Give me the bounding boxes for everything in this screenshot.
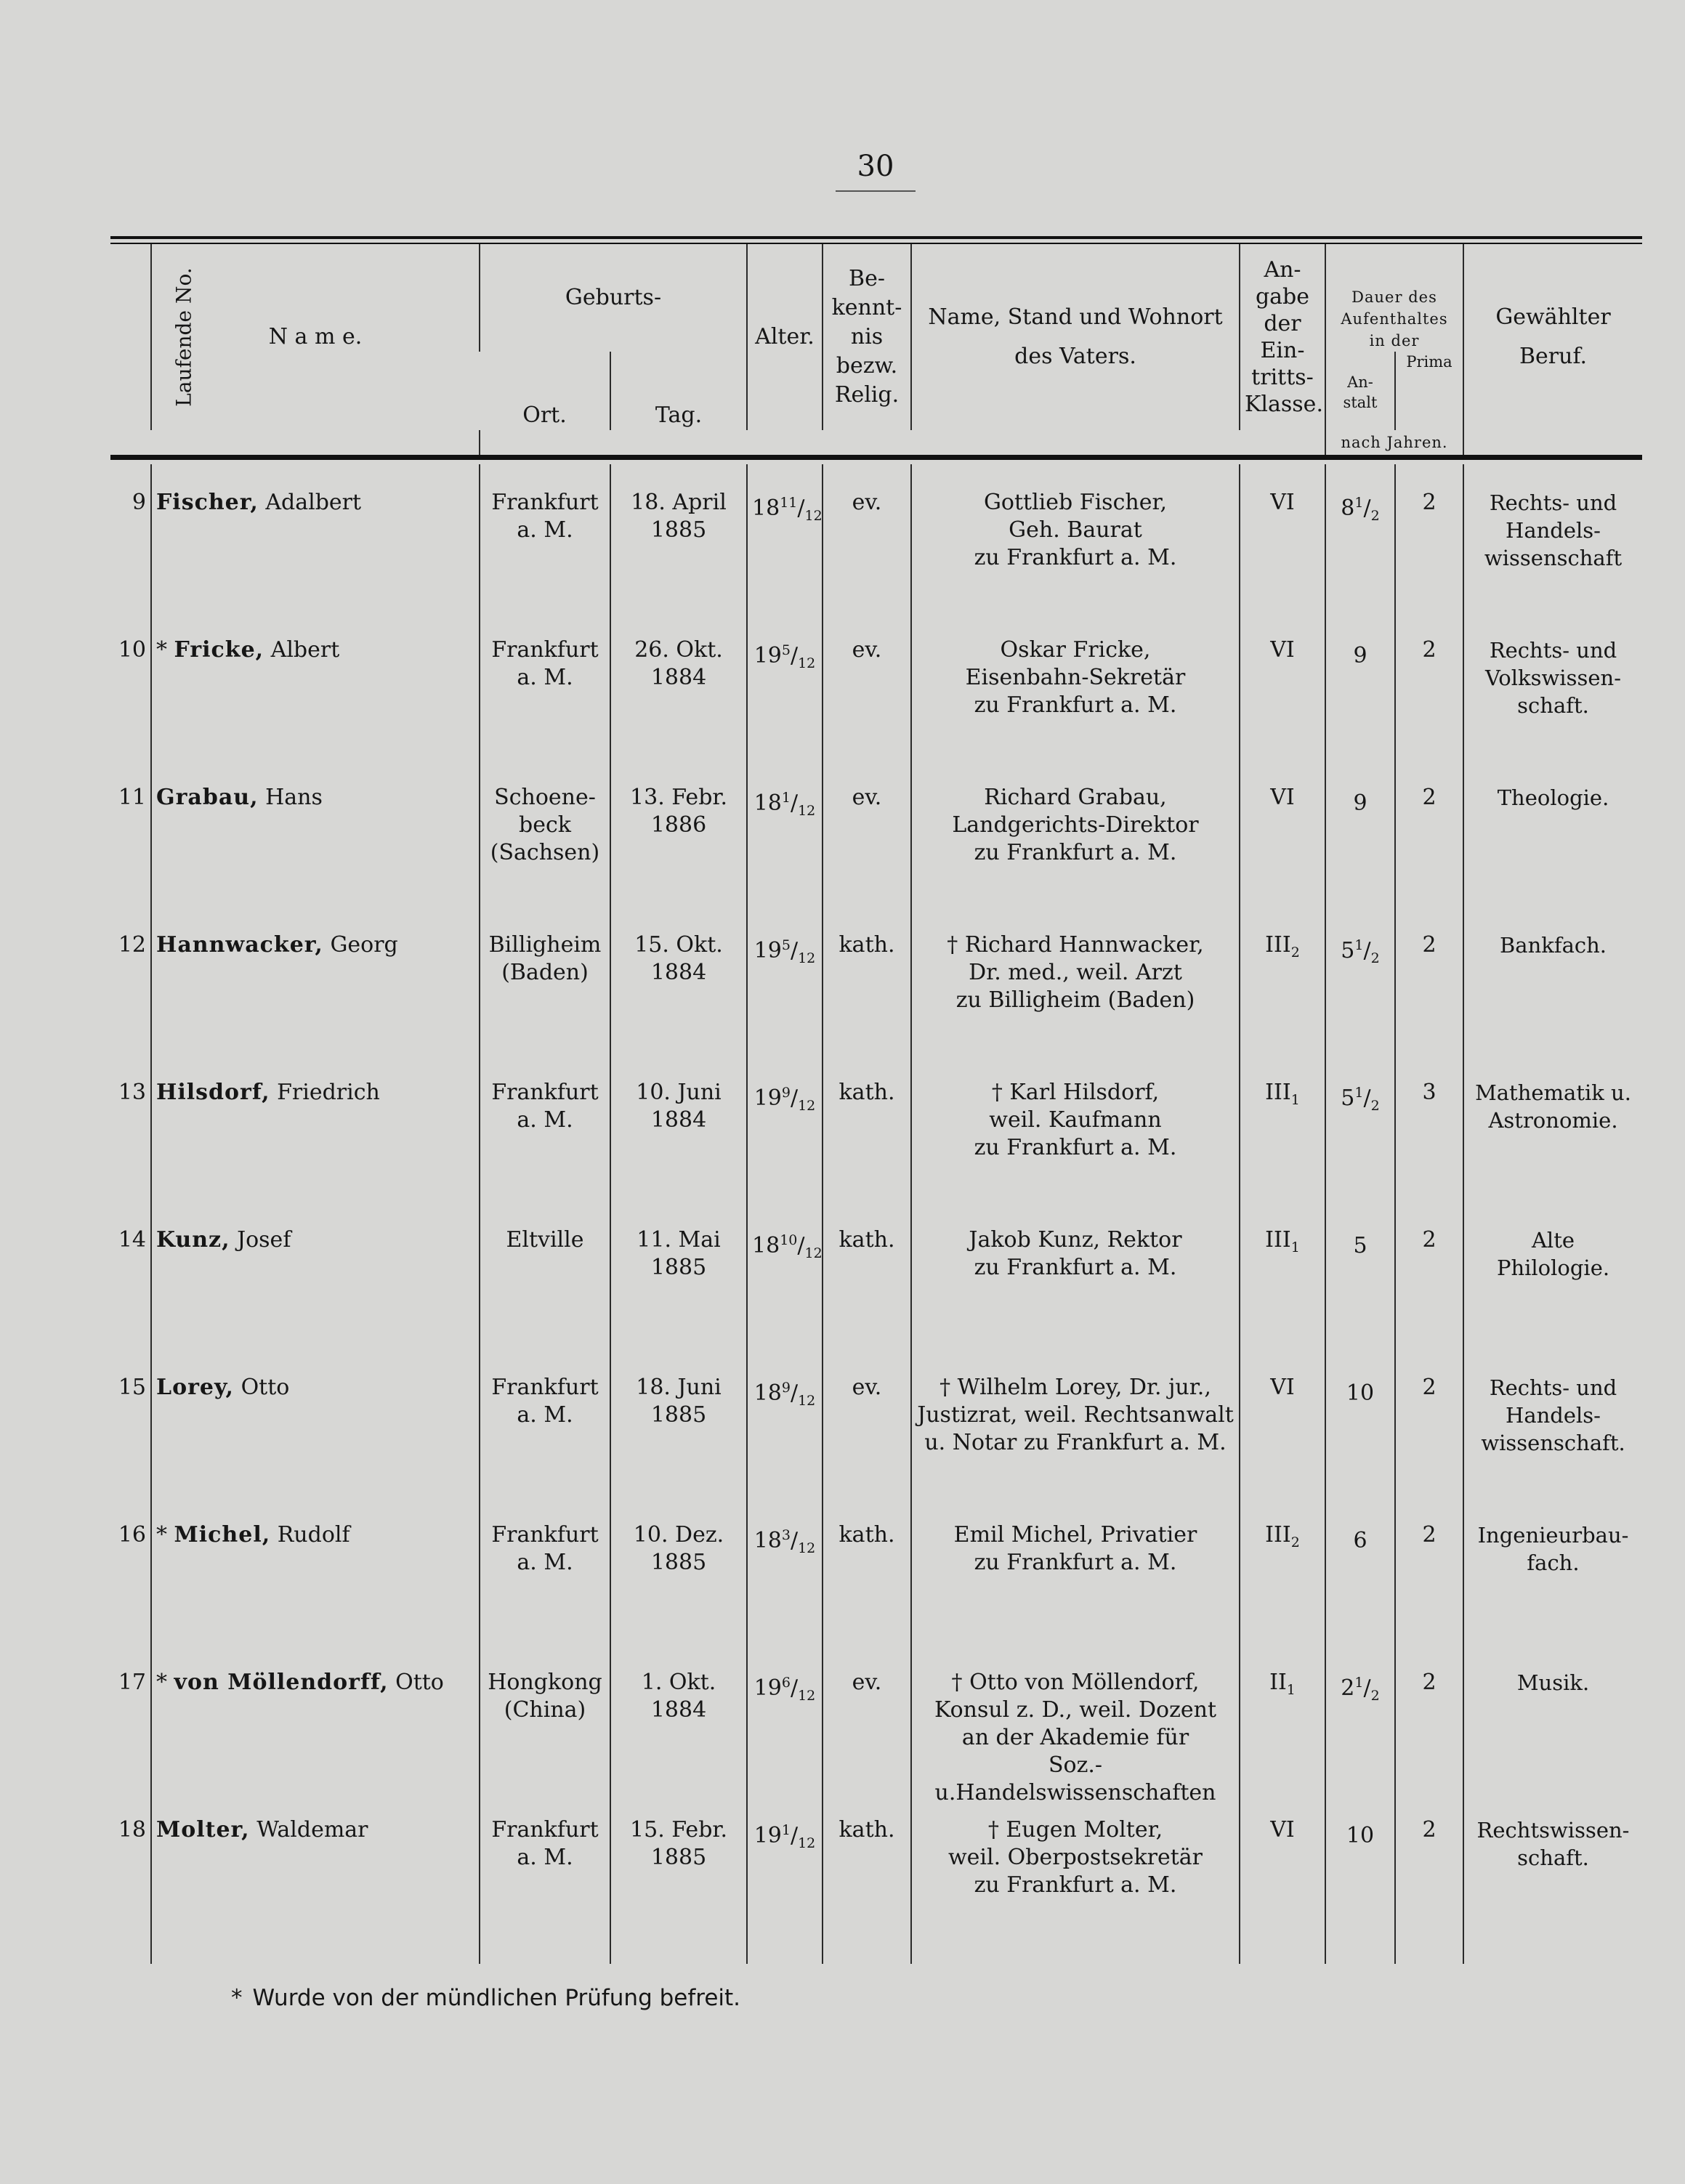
table-row — [110, 931, 1642, 1079]
age: $18^3/_{12}$ — [747, 1521, 823, 1669]
birth-place: Frankfurt a. M. — [480, 1816, 610, 1964]
age-numerator: 9 — [781, 1380, 791, 1396]
chosen-profession: Alte Philologie. — [1463, 1226, 1642, 1374]
student-name — [151, 636, 480, 784]
birth-date: 26. Okt. 1884 — [610, 636, 747, 784]
years-at-school-numerator: 1 — [1354, 495, 1364, 511]
birth-place: Frankfurt a. M. — [480, 464, 610, 636]
student-given-name: Albert — [270, 637, 340, 663]
student-surname: Hilsdorf, — [156, 1080, 270, 1105]
exemption-marker: * — [156, 1670, 167, 1695]
years-in-prima: 2 — [1395, 464, 1463, 636]
age-numerator: 5 — [781, 642, 791, 658]
birth-place: Eltville — [480, 1226, 610, 1374]
age-denominator: 12 — [804, 1245, 823, 1261]
student-surname: Kunz, — [156, 1227, 230, 1253]
birth-place: Frankfurt a. M. — [480, 636, 610, 784]
chosen-profession: Rechts- und Volkswissen- schaft. — [1463, 636, 1642, 784]
header-bekenntnis: Be- kennt- nis bezw. Relig. — [823, 244, 911, 430]
exemption-marker: * — [156, 637, 167, 663]
header-dauer: Dauer des Aufenthaltes in der — [1325, 244, 1463, 352]
chosen-profession: Rechts- und Handels- wissenschaft — [1463, 464, 1642, 636]
student-given-name: Friedrich — [277, 1080, 380, 1105]
student-surname: Grabau, — [156, 785, 259, 810]
years-at-school: $5^1/_2$ — [1325, 931, 1395, 1079]
years-in-prima: 2 — [1395, 1374, 1463, 1521]
years-at-school-whole: 5 — [1341, 1085, 1355, 1111]
age-numerator: 10 — [780, 1232, 798, 1248]
years-at-school-numerator: 1 — [1354, 1675, 1364, 1691]
religion: ev. — [823, 1669, 911, 1816]
table-row — [110, 1374, 1642, 1521]
father-info: Gottlieb Fischer, Geh. Baurat zu Frankfurt a. M. — [911, 464, 1240, 636]
religion: kath. — [823, 1079, 911, 1226]
birth-date: 10. Juni 1884 — [610, 1079, 747, 1226]
header-nach-jahren: nach Jahren. — [1325, 430, 1463, 457]
years-at-school-denominator: 2 — [1370, 508, 1380, 524]
header-vater: Name, Stand und Wohnort des Vaters. — [911, 244, 1240, 430]
header-laufende-no-label: Laufende No. — [171, 267, 196, 407]
age-numerator: 1 — [781, 790, 791, 806]
page-number-rule — [836, 190, 916, 192]
age-numerator: 11 — [780, 495, 798, 511]
entry-class-main: VI — [1270, 785, 1295, 810]
header-angabe: An- gabe der Ein- tritts- Klasse. — [1240, 244, 1325, 430]
years-in-prima: 3 — [1395, 1079, 1463, 1226]
student-given-name: Otto — [241, 1375, 290, 1400]
footnote — [231, 1985, 740, 2011]
years-at-school: $8^1/_2$ — [1325, 464, 1395, 636]
years-in-prima: 2 — [1395, 1816, 1463, 1964]
father-info: † Richard Hannwacker, Dr. med., weil. Arzt zu Billigheim (Baden) — [911, 931, 1240, 1079]
chosen-profession: Mathematik u. Astronomie. — [1463, 1079, 1642, 1226]
age-whole: 19 — [753, 1675, 782, 1701]
chosen-profession: Ingenieurbau- fach. — [1463, 1521, 1642, 1669]
chosen-profession: Bankfach. — [1463, 931, 1642, 1079]
entry-class — [1240, 636, 1325, 784]
years-at-school-whole: 9 — [1353, 790, 1367, 816]
years-at-school-denominator: 2 — [1370, 950, 1380, 966]
age-denominator: 12 — [804, 508, 823, 524]
entry-class-main: VI — [1270, 637, 1295, 663]
years-at-school-whole: 10 — [1346, 1380, 1375, 1406]
father-info: † Eugen Molter, weil. Oberpostsekretär zu Frankfurt a. M. — [911, 1816, 1240, 1964]
student-name — [151, 1816, 480, 1964]
student-name — [151, 464, 480, 636]
table-row — [110, 784, 1642, 931]
years-in-prima: 2 — [1395, 784, 1463, 931]
age-denominator: 12 — [798, 950, 816, 966]
student-given-name: Rudolf — [277, 1522, 350, 1548]
years-at-school-whole: 5 — [1353, 1233, 1367, 1258]
entry-class-main: II — [1269, 1670, 1287, 1695]
age: $18^{10}/_{12}$ — [747, 1226, 823, 1374]
age: $19^5/_{12}$ — [747, 636, 823, 784]
chosen-profession: Musik. — [1463, 1669, 1642, 1816]
birth-date: 18. April 1885 — [610, 464, 747, 636]
birth-place: Billigheim (Baden) — [480, 931, 610, 1079]
student-given-name: Adalbert — [265, 490, 362, 515]
entry-class-main: VI — [1270, 1817, 1295, 1843]
years-at-school — [1325, 784, 1395, 931]
footnote-text: Wurde von der mündlichen Prüfung befreit. — [252, 1985, 741, 2011]
entry-class — [1240, 784, 1325, 931]
entry-class — [1240, 931, 1325, 1079]
student-roster-table-wrap — [110, 236, 1642, 1964]
exemption-marker: * — [156, 1522, 167, 1548]
years-at-school — [1325, 1374, 1395, 1521]
age: $19^5/_{12}$ — [747, 931, 823, 1079]
entry-class — [1240, 1521, 1325, 1669]
age-whole: 19 — [753, 1085, 782, 1111]
header-beruf: Gewählter Beruf. — [1463, 244, 1642, 430]
years-in-prima: 2 — [1395, 636, 1463, 784]
age-denominator: 12 — [798, 1688, 816, 1704]
header-ort: Ort. — [522, 403, 567, 428]
years-at-school-whole: 8 — [1341, 496, 1355, 521]
age-numerator: 3 — [781, 1527, 791, 1543]
entry-class-main: III — [1265, 932, 1291, 958]
father-info: † Wilhelm Lorey, Dr. jur., Justizrat, weil. Rechtsanwalt u. Notar zu Frankfurt a. M. — [911, 1374, 1240, 1521]
birth-date: 15. Okt. 1884 — [610, 931, 747, 1079]
table-row — [110, 1226, 1642, 1374]
age-denominator: 12 — [798, 1540, 816, 1556]
years-at-school-whole: 2 — [1341, 1675, 1355, 1701]
student-surname: von Möllendorff, — [174, 1670, 389, 1695]
years-at-school-denominator: 2 — [1370, 1688, 1380, 1704]
father-info: † Otto von Möllendorf, Konsul z. D., weil. Dozent an der Akademie für Soz.- u.Handelswissenschaften — [911, 1669, 1240, 1816]
birth-date: 18. Juni 1885 — [610, 1374, 747, 1521]
birth-place: Hongkong (China) — [480, 1669, 610, 1816]
footnote-marker: * — [231, 1985, 243, 2011]
student-name — [151, 784, 480, 931]
age-numerator: 1 — [781, 1822, 791, 1838]
years-at-school — [1325, 1816, 1395, 1964]
entry-class-main: VI — [1270, 1375, 1295, 1400]
years-at-school-whole: 10 — [1346, 1823, 1375, 1848]
row-number: 10 — [118, 637, 146, 663]
student-surname: Hannwacker, — [156, 932, 323, 958]
row-number: 11 — [118, 785, 146, 810]
age-whole: 19 — [753, 643, 782, 668]
father-info: Jakob Kunz, Rektor zu Frankfurt a. M. — [911, 1226, 1240, 1374]
entry-class — [1240, 1374, 1325, 1521]
student-name — [151, 931, 480, 1079]
age-whole: 18 — [753, 790, 782, 816]
years-in-prima: 2 — [1395, 1669, 1463, 1816]
header-alter: Alter. — [747, 244, 823, 430]
religion: ev. — [823, 784, 911, 931]
years-at-school: $5^1/_2$ — [1325, 1079, 1395, 1226]
entry-class-main: VI — [1270, 490, 1295, 515]
years-at-school-whole: 6 — [1353, 1528, 1367, 1553]
age-denominator: 12 — [798, 655, 816, 671]
chosen-profession: Theologie. — [1463, 784, 1642, 931]
entry-class-main: III — [1265, 1522, 1291, 1548]
age-numerator: 6 — [781, 1675, 791, 1691]
age-whole: 18 — [753, 1380, 782, 1406]
years-in-prima: 2 — [1395, 1226, 1463, 1374]
row-number: 9 — [132, 490, 146, 515]
row-number: 12 — [118, 932, 146, 958]
age-denominator: 12 — [798, 803, 816, 819]
entry-class-main: III — [1265, 1227, 1291, 1253]
years-in-prima: 2 — [1395, 931, 1463, 1079]
age: $19^6/_{12}$ — [747, 1669, 823, 1816]
religion: kath. — [823, 1816, 911, 1964]
table-row — [110, 1669, 1642, 1816]
student-surname: Fischer, — [156, 490, 259, 515]
student-name — [151, 1226, 480, 1374]
years-at-school-denominator: 2 — [1370, 1098, 1380, 1114]
age-denominator: 12 — [798, 1098, 816, 1114]
header-geburts: Geburts- — [480, 244, 747, 352]
row-number: 13 — [118, 1080, 146, 1105]
years-at-school-numerator: 1 — [1354, 937, 1364, 953]
header-laufende-no — [110, 244, 196, 430]
age-numerator: 9 — [781, 1085, 791, 1101]
father-info: Emil Michel, Privatier zu Frankfurt a. M. — [911, 1521, 1240, 1669]
father-info: Richard Grabau, Landgerichts-Direktor zu Frankfurt a. M. — [911, 784, 1240, 931]
table-top-rule — [110, 236, 1642, 239]
religion: ev. — [823, 464, 911, 636]
student-surname: Molter, — [156, 1817, 250, 1843]
age-whole: 18 — [752, 496, 780, 521]
father-info: † Karl Hilsdorf, weil. Kaufmann zu Frankfurt a. M. — [911, 1079, 1240, 1226]
student-surname: Michel, — [174, 1522, 271, 1548]
student-given-name: Hans — [265, 785, 323, 810]
entry-class — [1240, 464, 1325, 636]
student-given-name: Waldemar — [256, 1817, 368, 1843]
years-at-school — [1325, 1521, 1395, 1669]
student-name — [151, 1374, 480, 1521]
birth-date: 10. Dez. 1885 — [610, 1521, 747, 1669]
age: $19^1/_{12}$ — [747, 1816, 823, 1964]
birth-place: Schoene- beck (Sachsen) — [480, 784, 610, 931]
entry-class-sub: 2 — [1290, 945, 1300, 960]
age-whole: 18 — [752, 1233, 780, 1258]
age: $18^9/_{12}$ — [747, 1374, 823, 1521]
birth-place: Frankfurt a. M. — [480, 1079, 610, 1226]
student-given-name: Otto — [395, 1670, 444, 1695]
table-row — [110, 1079, 1642, 1226]
chosen-profession: Rechts- und Handels- wissenschaft. — [1463, 1374, 1642, 1521]
row-number: 16 — [118, 1522, 146, 1548]
chosen-profession: Rechtswissen- schaft. — [1463, 1816, 1642, 1964]
father-info: Oskar Fricke, Eisenbahn-Sekretär zu Frankfurt a. M. — [911, 636, 1240, 784]
years-in-prima: 2 — [1395, 1521, 1463, 1669]
row-number: 14 — [118, 1227, 146, 1253]
roster-body — [110, 457, 1642, 1965]
entry-class-sub: 1 — [1290, 1239, 1300, 1255]
student-name — [151, 1079, 480, 1226]
table-row — [110, 1816, 1642, 1964]
table-row — [110, 636, 1642, 784]
religion: kath. — [823, 1226, 911, 1374]
years-at-school-numerator: 1 — [1354, 1085, 1364, 1101]
header-name: N a m e. — [151, 244, 480, 430]
entry-class-main: III — [1265, 1080, 1291, 1105]
student-given-name: Josef — [237, 1227, 291, 1253]
birth-date: 1. Okt. 1884 — [610, 1669, 747, 1816]
student-surname: Fricke, — [174, 637, 264, 663]
table-row — [110, 464, 1642, 636]
student-surname: Lorey, — [156, 1375, 235, 1400]
header-tag: Tag. — [610, 352, 747, 430]
page-number: 30 — [857, 150, 894, 183]
years-at-school — [1325, 636, 1395, 784]
age-denominator: 12 — [798, 1835, 816, 1851]
entry-class — [1240, 1226, 1325, 1374]
age-whole: 19 — [753, 1823, 782, 1848]
years-at-school-whole: 5 — [1341, 938, 1355, 963]
birth-place: Frankfurt a. M. — [480, 1521, 610, 1669]
entry-class-sub: 1 — [1286, 1682, 1296, 1698]
religion: ev. — [823, 1374, 911, 1521]
age-numerator: 5 — [781, 937, 791, 953]
student-given-name: Georg — [330, 932, 398, 958]
age: $18^{11}/_{12}$ — [747, 464, 823, 636]
age: $19^9/_{12}$ — [747, 1079, 823, 1226]
student-name — [151, 1521, 480, 1669]
row-number: 17 — [118, 1670, 146, 1695]
birth-date: 13. Febr. 1886 — [610, 784, 747, 931]
header-prima: Prima — [1395, 352, 1463, 430]
entry-class-sub: 2 — [1290, 1534, 1300, 1550]
years-at-school-whole: 9 — [1353, 643, 1367, 668]
row-number: 18 — [118, 1817, 146, 1843]
table-row — [110, 1521, 1642, 1669]
age-denominator: 12 — [798, 1393, 816, 1409]
student-roster-table — [110, 244, 1642, 1964]
entry-class — [1240, 1669, 1325, 1816]
religion: kath. — [823, 931, 911, 1079]
age-whole: 19 — [753, 938, 782, 963]
age-whole: 18 — [753, 1528, 782, 1553]
entry-class-sub: 1 — [1290, 1092, 1300, 1108]
row-number: 15 — [118, 1375, 146, 1400]
birth-place: Frankfurt a. M. — [480, 1374, 610, 1521]
entry-class — [1240, 1816, 1325, 1964]
birth-date: 11. Mai 1885 — [610, 1226, 747, 1374]
religion: ev. — [823, 636, 911, 784]
student-name — [151, 1669, 480, 1816]
age: $18^1/_{12}$ — [747, 784, 823, 931]
entry-class — [1240, 1079, 1325, 1226]
header-anstalt — [1325, 352, 1395, 430]
birth-date: 15. Febr. 1885 — [610, 1816, 747, 1964]
header-anstalt-label: An- stalt — [1343, 373, 1378, 411]
years-at-school — [1325, 1226, 1395, 1374]
years-at-school: $2^1/_2$ — [1325, 1669, 1395, 1816]
religion: kath. — [823, 1521, 911, 1669]
